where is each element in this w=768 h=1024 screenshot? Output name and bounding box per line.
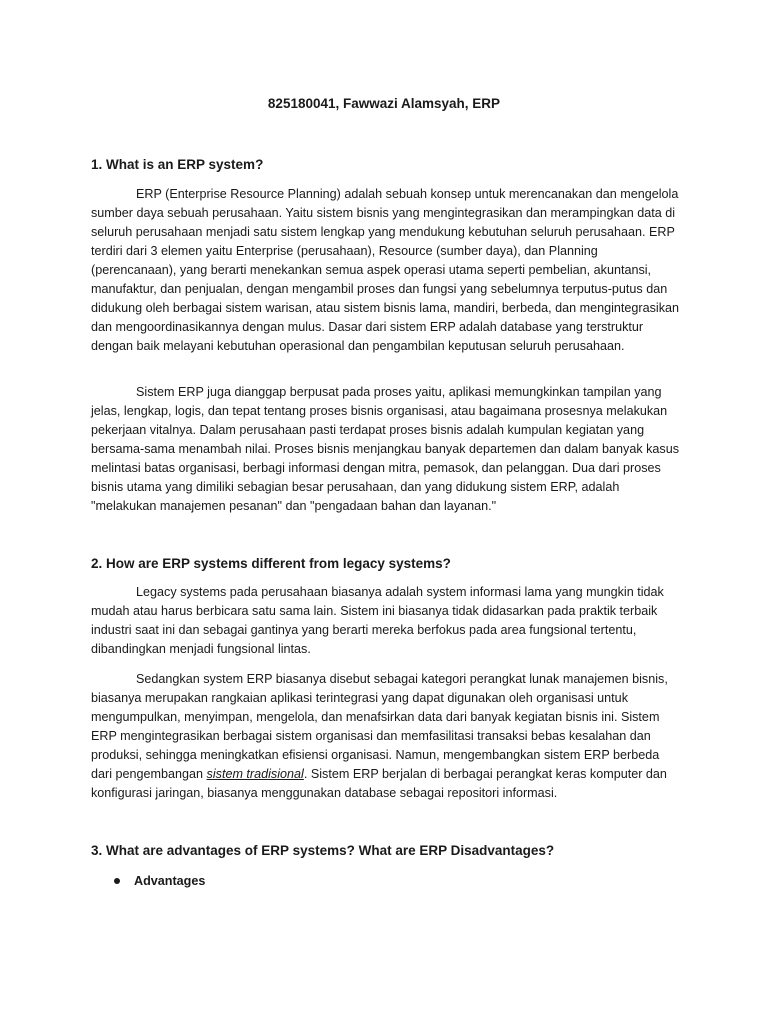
paragraph-erp-definition: ERP (Enterprise Resource Planning) adalah sebuah konsep untuk merencanakan dan mengelola sumber daya sebuah perusahaan. Yaitu sistem bisnis yang mengintegrasikan dan merampingkan data di seluruh perusahaan menjadi satu sistem lengkap yang mendukung kebutuhan seluruh perusahaan. ERP terdiri dari 3 elemen yaitu Enterprise (perusahaan), Resource (sumber daya), dan Planning (perencanaan), yang berarti menekankan semua aspek operasi utama seperti pembelian, akuntansi, manufaktur, dan penjualan, dengan mengambil proses dan fungsi yang sebelumnya terputus-putus dan didukung oleh berbagai sistem warisan, atau sistem bisnis lama, mandiri, berbeda, dan mengintegrasikan dan mengoordinasikannya dengan mulus. Dasar dari sistem ERP adalah database yang terstruktur dengan baik melayani kebutuhan operasional dan pengambilan keputusan seluruh perusahaan. [91, 187, 680, 353]
paragraph-erp-comparison-text-start: Sedangkan system ERP biasanya disebut sebagai kategori perangkat lunak manajemen bisnis, biasanya merupakan rangkaian aplikasi terintegrasi yang dapat digunakan oleh organisasi untuk mengumpulkan, menyimpan, mengelola, dan menafsirkan data dari banyak kegiatan bisnis ini. Sistem ERP mengintegrasikan berbagai sistem organisasi dan memfasilitasi transaksi bebas kesalahan dan produksi, sehingga meningkatkan efisiensi organisasi. Namun, mengembangkan sistem ERP berbeda dari pengembangan [91, 672, 668, 781]
bullet-icon [114, 878, 120, 884]
section-heading-advantages-disadvantages: 3. What are advantages of ERP systems? What are ERP Disadvantages? [91, 843, 555, 858]
document-title: 825180041, Fawwazi Alamsyah, ERP [267, 96, 501, 111]
section-heading-erp-vs-legacy: 2. How are ERP systems different from legacy systems? [91, 556, 451, 571]
section-heading-erp-system: 1. What is an ERP system? [91, 157, 264, 172]
paragraph-erp-process-centric: Sistem ERP juga dianggap berpusat pada proses yaitu, aplikasi memungkinkan tampilan yang jelas, lengkap, logis, dan tepat tentang proses bisnis organisasi, atau bagaimana prosesnya melakukan pekerjaan vitalnya. Dalam perusahaan pasti terdapat proses bisnis adalah kumpulan kegiatan yang bersama-sama menambah nilai. Proses bisnis menjangkau banyak departemen dan dalam banyak kasus melintasi batas organisasi, berbagi informasi dengan mitra, pemasok, dan pelanggan. Dua dari proses bisnis utama yang dimiliki sebagian besar perusahaan, dan yang didukung sistem ERP, adalah "melakukan manajemen pesanan" dan "pengadaan bahan dan layanan." [91, 385, 680, 513]
paragraph-erp-comparison [91, 670, 681, 803]
bullet-label-advantages: Advantages [134, 874, 206, 888]
bullet-list-item [114, 872, 205, 890]
sistem-tradisional-link[interactable]: sistem tradisional [206, 767, 304, 781]
paragraph-legacy-systems: Legacy systems pada perusahaan biasanya adalah system informasi lama yang mungkin tidak mudah atau harus berbicara satu sama lain. Sistem ini biasanya tidak didasarkan pada praktik terbaik industri saat ini dan sebagai gantinya yang berarti mereka berfokus pada area fungsional tertentu, dibandingkan menjadi fungsional lintas. [91, 585, 664, 656]
paragraph-erp-comparison-text-end: . Sistem ERP berjalan di berbagai perangkat keras komputer dan konfigurasi jaringan, biasanya menggunakan database sebagai repositori informasi. [91, 767, 667, 800]
